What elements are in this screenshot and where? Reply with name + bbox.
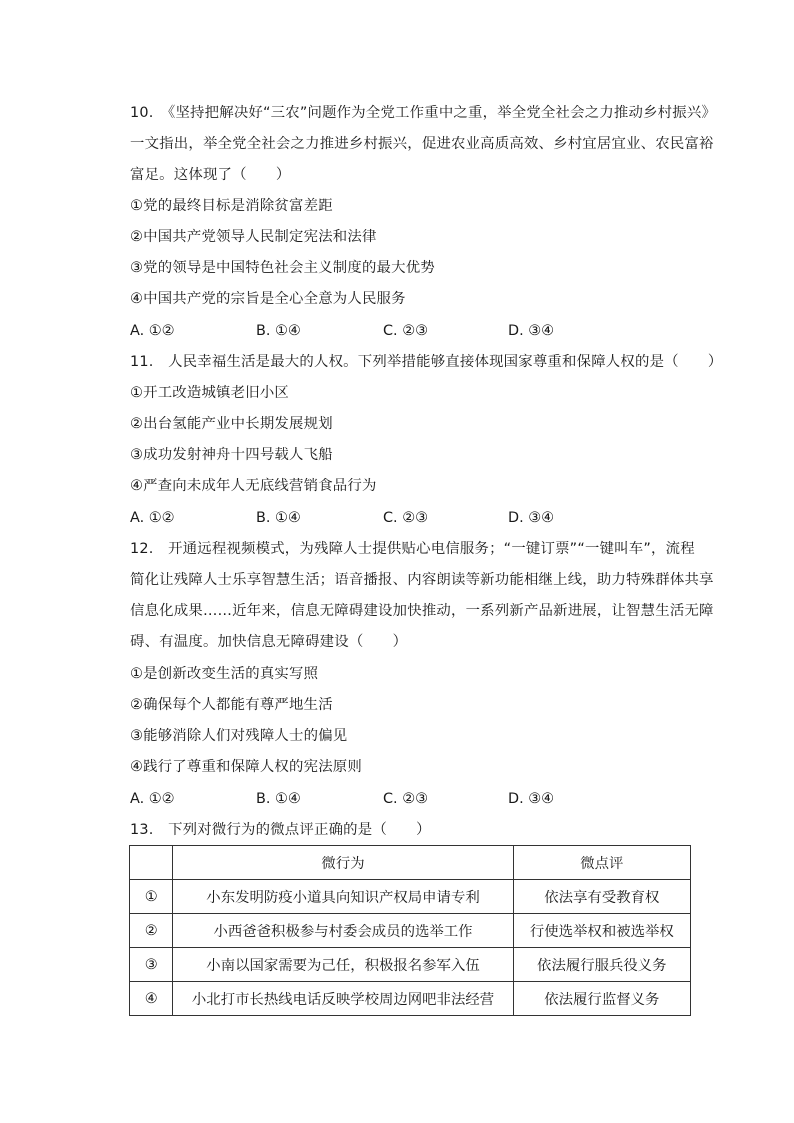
q11-statement-3: ③成功发射神舟十四号载人飞船 xyxy=(130,447,333,463)
table-row xyxy=(130,914,691,948)
table-header-index xyxy=(130,846,173,880)
q11-statement-4: ④严查向未成年人无底线营销食品行为 xyxy=(130,478,377,494)
q11-option-d: D. ③④ xyxy=(508,510,555,526)
q12-option-a: A. ①② xyxy=(130,791,175,807)
table-cell-behavior: 小东发明防疫小道具向知识产权局申请专利 xyxy=(173,880,513,914)
q10-statement-3: ③党的领导是中国特色社会主义制度的最大优势 xyxy=(130,260,435,276)
table-cell-index: ③ xyxy=(130,948,173,982)
q10-statement-2: ②中国共产党领导人民制定宪法和法律 xyxy=(130,229,377,245)
q10-stem-line-3: 富足。这体现了（ ） xyxy=(130,167,291,183)
table-cell-index: ④ xyxy=(130,982,173,1016)
table-row xyxy=(130,982,691,1016)
table-header-comment: 微点评 xyxy=(513,846,690,880)
q11-statement-2: ②出台氢能产业中长期发展规划 xyxy=(130,416,333,432)
q12-option-d: D. ③④ xyxy=(508,791,555,807)
q10-option-c: C. ②③ xyxy=(383,323,428,339)
table-cell-comment: 依法享有受教育权 xyxy=(513,880,690,914)
q10-option-a: A. ①② xyxy=(130,323,175,339)
q11-stem-line-1: 11. 人民幸福生活是最大的人权。下列举措能够直接体现国家尊重和保障人权的是（ ） xyxy=(130,354,723,370)
q10-stem-line-2: 一文指出，举全党全社会之力推进乡村振兴，促进农业高质高效、乡村宜居宜业、农民富裕 xyxy=(130,136,714,152)
q12-stem-line-3: 信息化成果……近年来，信息无障碍建设加快推动，一系列新产品新进展，让智慧生活无障 xyxy=(130,603,714,619)
table-header-row xyxy=(130,846,691,880)
q10-statement-4: ④中国共产党的宗旨是全心全意为人民服务 xyxy=(130,291,406,307)
table-row xyxy=(130,880,691,914)
q12-statement-1: ①是创新改变生活的真实写照 xyxy=(130,666,319,682)
table-cell-comment: 依法履行服兵役义务 xyxy=(513,948,690,982)
q12-stem-line-2: 简化让残障人士乐享智慧生活；语音播报、内容朗读等新功能相继上线，助力特殊群体共享 xyxy=(130,572,714,588)
table-cell-behavior: 小北打市长热线电话反映学校周边网吧非法经营 xyxy=(173,982,513,1016)
q13-table xyxy=(129,845,691,1016)
table-cell-behavior: 小南以国家需要为己任，积极报名参军入伍 xyxy=(173,948,513,982)
q12-statement-3: ③能够消除人们对残障人士的偏见 xyxy=(130,728,348,744)
q10-stem-line-1: 10. 《坚持把解决好“三农”问题作为全党工作重中之重，举全党全社会之力推动乡村振兴》 xyxy=(130,105,717,121)
table-cell-index: ① xyxy=(130,880,173,914)
q10-statement-1: ①党的最终目标是消除贫富差距 xyxy=(130,198,333,214)
q13-stem: 13. 下列对微行为的微点评正确的是（ ） xyxy=(130,822,431,838)
table-cell-index: ② xyxy=(130,914,173,948)
q12-option-c: C. ②③ xyxy=(383,791,428,807)
table-cell-comment: 依法履行监督义务 xyxy=(513,982,690,1016)
q12-option-b: B. ①④ xyxy=(256,791,301,807)
q11-statement-1: ①开工改造城镇老旧小区 xyxy=(130,385,290,401)
table-cell-behavior: 小西爸爸积极参与村委会成员的选举工作 xyxy=(173,914,513,948)
q12-statement-2: ②确保每个人都能有尊严地生活 xyxy=(130,697,333,713)
q10-option-b: B. ①④ xyxy=(256,323,301,339)
table-row xyxy=(130,948,691,982)
q12-stem-line-1: 12. 开通远程视频模式，为残障人士提供贴心电信服务；“一键订票”“一键叫车”，流程 xyxy=(130,541,695,557)
q12-statement-4: ④践行了尊重和保障人权的宪法原则 xyxy=(130,759,362,775)
q11-option-c: C. ②③ xyxy=(383,510,428,526)
q12-stem-line-4: 碍、有温度。加快信息无障碍建设（ ） xyxy=(130,634,408,650)
q11-option-a: A. ①② xyxy=(130,510,175,526)
table-cell-comment: 行使选举权和被选举权 xyxy=(513,914,690,948)
q10-option-d: D. ③④ xyxy=(508,323,555,339)
table-header-behavior: 微行为 xyxy=(173,846,513,880)
q11-option-b: B. ①④ xyxy=(256,510,301,526)
